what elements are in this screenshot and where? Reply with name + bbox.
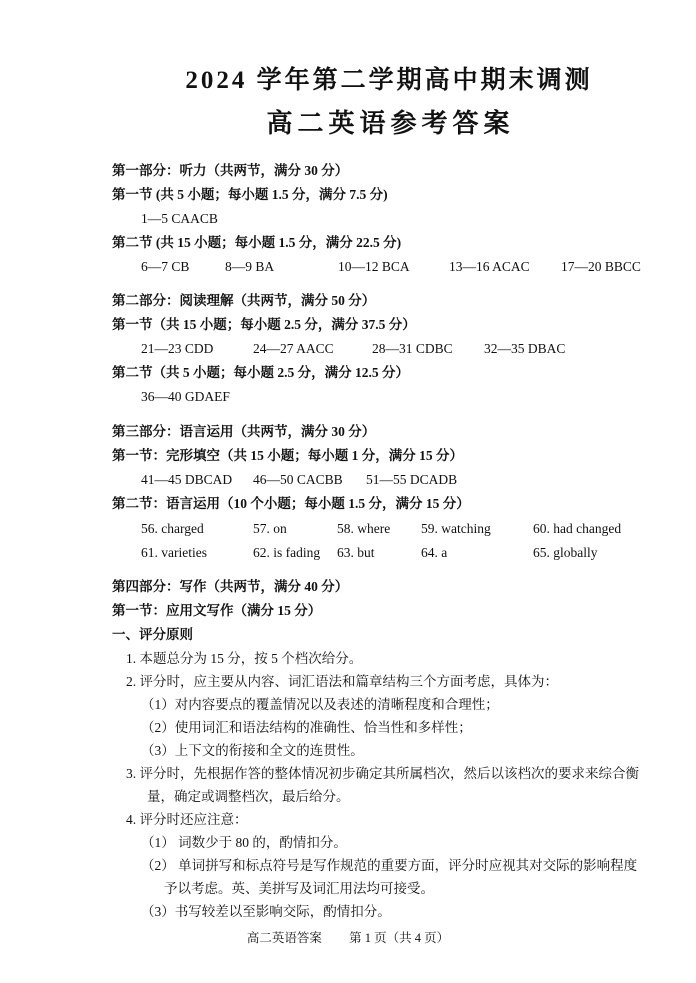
page-footer xyxy=(0,928,696,946)
document-subtitle: 高二英语参考答案 xyxy=(266,109,515,138)
answer-item: 59. watching xyxy=(421,521,491,536)
principle-3-line-1: 3. 评分时，先根据作答的整体情况初步确定其所属档次，然后以该档次的要求来综合衡 xyxy=(126,766,639,781)
answer-group: 17—20 BBCC xyxy=(561,259,641,274)
principle-4: 4. 评分时还应注意： xyxy=(126,812,248,827)
answer-item: 61. varieties xyxy=(141,545,207,560)
principle-4-item-2-line-1: （2） 单词拼写和标点符号是写作规范的重要方面，评分时应视其对交际的影响程度 xyxy=(141,858,638,873)
answer-group: 24—27 AACC xyxy=(253,341,334,356)
answer-group: 41—45 DBCAD xyxy=(141,472,233,487)
part2-section1-heading: 第一节（共 15 小题；每小题 2.5 分，满分 37.5 分） xyxy=(112,317,416,332)
part2-heading: 第二部分：阅读理解（共两节，满分 50 分） xyxy=(112,293,376,308)
part3-section1-heading: 第一节：完形填空（共 15 小题；每小题 1 分，满分 15 分） xyxy=(112,448,463,463)
answer-group: 32—35 DBAC xyxy=(484,341,566,356)
principle-2: 2. 评分时，应主要从内容、词汇语法和篇章结构三个方面考虑，具体为： xyxy=(126,674,558,689)
part4-section1-heading: 第一节：应用文写作（满分 15 分） xyxy=(112,603,322,618)
part1-section1-heading: 第一节 (共 5 小题；每小题 1.5 分，满分 7.5 分) xyxy=(112,187,388,202)
part2-section2-heading: 第二节（共 5 小题；每小题 2.5 分，满分 12.5 分） xyxy=(112,365,409,380)
answer-item: 60. had changed xyxy=(533,521,622,536)
answer-item: 62. is fading xyxy=(253,545,321,560)
answer-item: 63. but xyxy=(337,545,375,560)
answer-group: 8—9 BA xyxy=(225,259,275,274)
answer-group: 46—50 CACBB xyxy=(253,472,343,487)
part1-section2-heading: 第二节 (共 15 小题；每小题 1.5 分，满分 22.5 分) xyxy=(112,235,402,250)
answer-item: 56. charged xyxy=(141,521,204,536)
principle-2-item-2: （2）使用词汇和语法结构的准确性、恰当性和多样性； xyxy=(141,720,472,735)
answer-item: 58. where xyxy=(337,521,391,536)
part3-section2-heading: 第二节：语言运用（10 个小题；每小题 1.5 分，满分 15 分） xyxy=(112,496,470,511)
page-number: 第 1 页（共 4 页） xyxy=(349,931,450,945)
part2-section2-answers: 36—40 GDAEF xyxy=(141,389,230,404)
answer-group: 21—23 CDD xyxy=(141,341,214,356)
answer-group: 13—16 ACAC xyxy=(449,259,530,274)
answer-item: 57. on xyxy=(253,521,287,536)
footer-label: 高二英语答案 xyxy=(246,931,322,945)
principle-4-item-1: （1） 词数少于 80 的，酌情扣分。 xyxy=(141,835,347,850)
answer-group: 6—7 CB xyxy=(141,259,190,274)
part3-heading: 第三部分：语言运用（共两节，满分 30 分） xyxy=(112,424,376,439)
answer-group: 10—12 BCA xyxy=(338,259,410,274)
scoring-principles-heading: 一、评分原则 xyxy=(112,627,193,642)
principle-3-line-2: 量，确定或调整档次，最后给分。 xyxy=(147,789,350,804)
answer-group: 28—31 CDBC xyxy=(372,341,453,356)
answer-group: 51—55 DCADB xyxy=(366,472,458,487)
answer-item: 64. a xyxy=(421,545,448,560)
document-title: 2024 学年第二学期高中期末调测 xyxy=(185,67,593,94)
principle-4-item-3: （3）书写较差以至影响交际，酌情扣分。 xyxy=(141,904,391,919)
principle-2-item-1: （1）对内容要点的覆盖情况以及表述的清晰程度和合理性； xyxy=(141,697,499,712)
principle-2-item-3: （3）上下文的衔接和全文的连贯性。 xyxy=(141,743,364,758)
part1-heading: 第一部分：听力（共两节，满分 30 分） xyxy=(112,163,349,178)
part4-heading: 第四部分：写作（共两节，满分 40 分） xyxy=(112,579,349,594)
answer-item: 65. globally xyxy=(533,545,598,560)
principle-4-item-2-line-2: 予以考虑。英、美拼写及词汇用法均可接受。 xyxy=(164,881,434,896)
part1-section1-answers: 1—5 CAACB xyxy=(141,211,218,226)
principle-1: 1. 本题总分为 15 分，按 5 个档次给分。 xyxy=(126,651,363,666)
